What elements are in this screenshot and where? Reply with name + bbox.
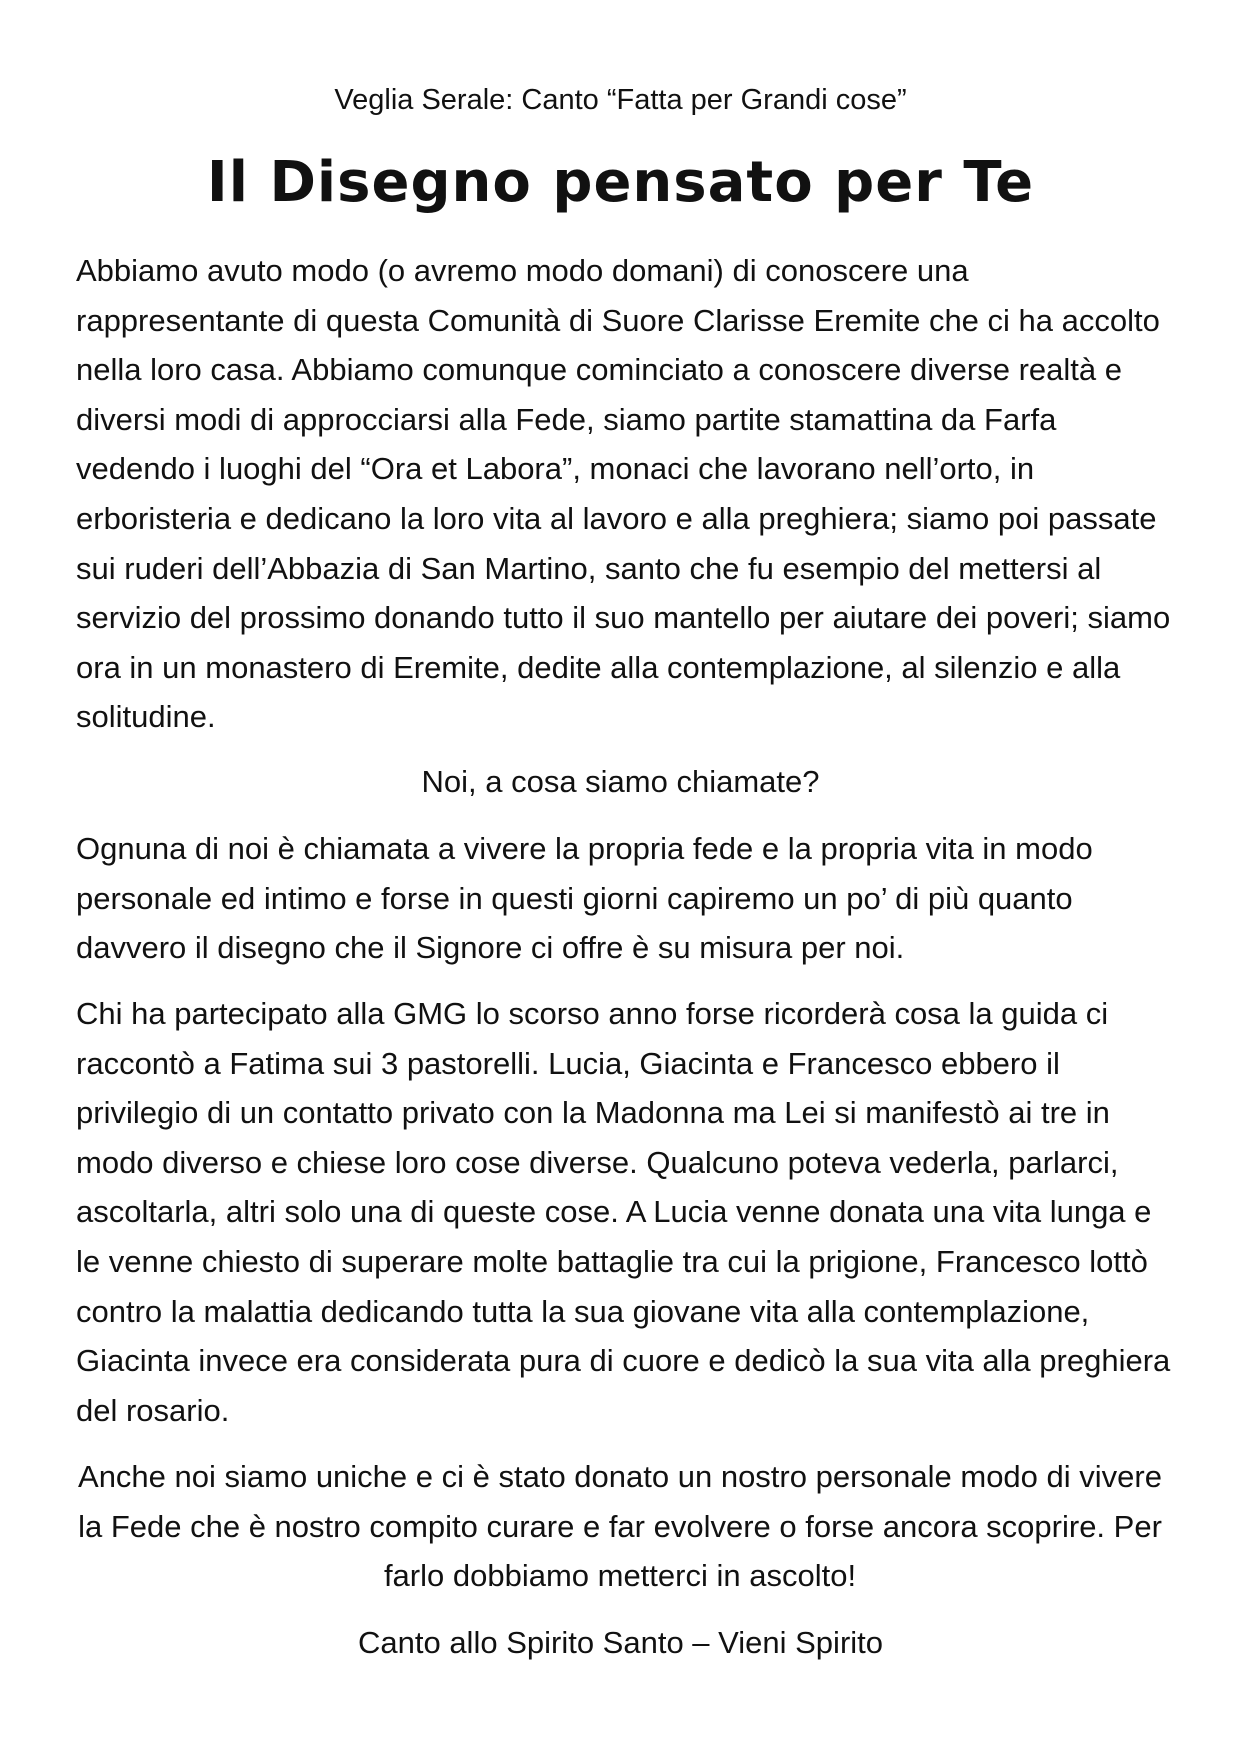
paragraph-calling: Ognuna di noi è chiamata a vivere la propria fede e la propria vita in modo personale ed intimo e forse in questi giorni capiremo un po’ di più quanto davvero il disegno che il Signore ci offre è su misura per noi. bbox=[76, 831, 1093, 966]
page-title: Il Disegno pensato per Te bbox=[206, 150, 1035, 215]
page-subtitle: Veglia Serale: Canto “Fatta per Grandi cose” bbox=[334, 84, 907, 116]
paragraph-fatima: Chi ha partecipato alla GMG lo scorso anno forse ricorderà cosa la guida ci raccontò a Fatima sui 3 pastorelli. Lucia, Giacinta e Francesco ebbero il privilegio di un contatto privato con la Madonna ma Lei si manifestò ai tre in modo diverso e chiese loro cose diverse. Qualcuno poteva vederla, parlarci, ascoltarla, altri solo una di queste cose. A Lucia venne donata una vita lunga e le venne chiesto di superare molte battaglie tra cui la prigione, Francesco lottò contro la malattia dedicando tutta la sua giovane vita alla contemplazione, Giacinta invece era considerata pura di cuore e dedicò la sua vita alla preghiera del rosario. bbox=[76, 996, 1171, 1428]
section-heading-question: Noi, a cosa siamo chiamate? bbox=[421, 764, 820, 799]
paragraph-intro: Abbiamo avuto modo (o avremo modo domani) di conoscere una rappresentante di questa Comunità di Suore Clarisse Eremite che ci ha accolto nella loro casa. Abbiamo comunque cominciato a conoscere diverse realtà e diversi modi di approcciarsi alla Fede, siamo partite stamattina da Farfa vedendo i luoghi del “Ora et Labora”, monaci che lavorano nell’orto, in erboristeria e dedicano la loro vita al lavoro e alla preghiera; siamo poi passate sui ruderi dell’Abbazia di San Martino, santo che fu esempio del mettersi al servizio del prossimo donando tutto il suo mantello per aiutare dei poveri; siamo ora in un monastero di Eremite, dedite alla contemplazione, al silenzio e alla solitudine. bbox=[76, 253, 1171, 735]
paragraph-closing: Anche noi siamo uniche e ci è stato donato un nostro personale modo di vivere la Fede che è nostro compito curare e far evolvere o forse ancora scoprire. Per farlo dobbiamo metterci in ascolto! bbox=[78, 1459, 1162, 1594]
section-heading-song: Canto allo Spirito Santo – Vieni Spirito bbox=[357, 1625, 884, 1660]
